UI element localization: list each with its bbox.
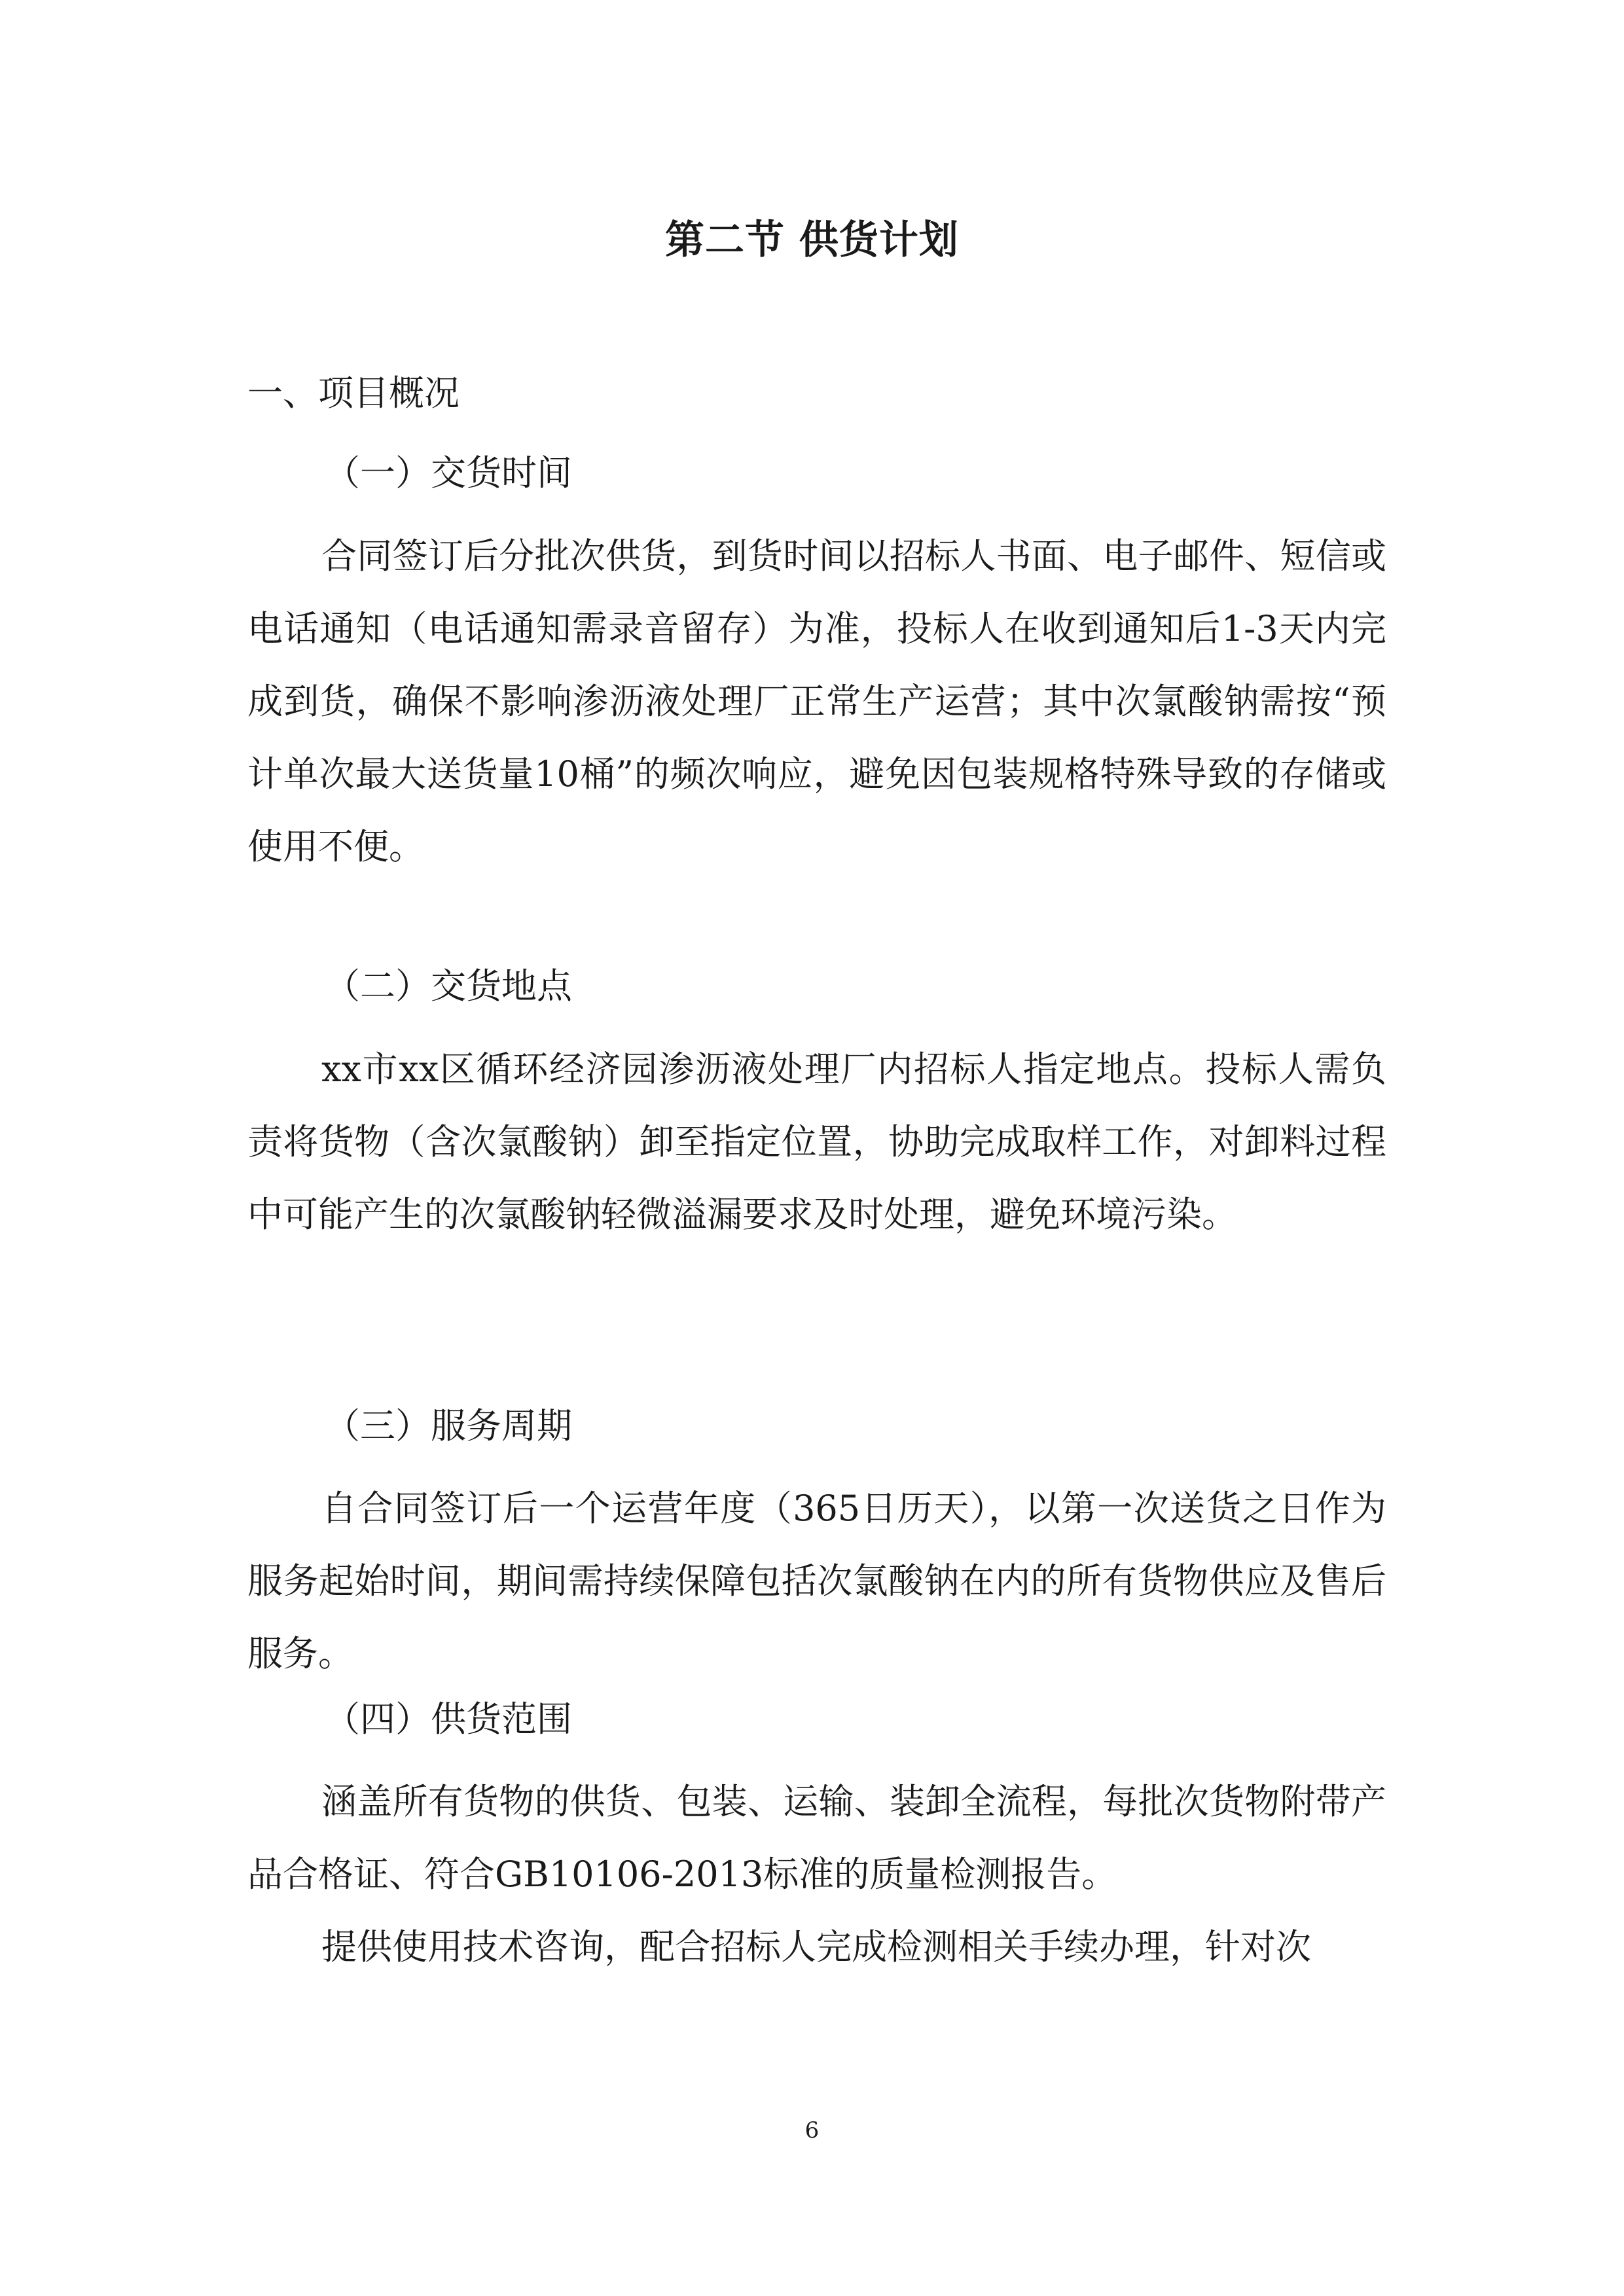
delivery-location-paragraph: xx市xx区循环经济园渗沥液处理厂内招标人指定地点。投标人需负责将货物（含次氯酸钠）卸至指定位置，协助完成取样工作，对卸料过程中可能产生的次氯酸钠轻微溢漏要求及时处理，避免环境污染。	[247, 1049, 1386, 1235]
service-period-section	[247, 1472, 1386, 1690]
section-heading-project-overview: 一、项目概况	[247, 372, 460, 414]
subheading-supply-scope: （四）供货范围	[325, 1698, 572, 1740]
page-title: 第二节 供货计划	[665, 217, 959, 263]
supply-scope-paragraph-2: 提供使用技术咨询，配合招标人完成检测相关手续办理，针对次	[321, 1926, 1311, 1967]
delivery-time-paragraph: 合同签订后分批次供货，到货时间以招标人书面、电子邮件、短信或电话通知（电话通知需录音留存）为准，投标人在收到通知后1-3天内完成到货，确保不影响渗沥液处理厂正常生产运营；其中次氯酸钠需按“预计单次最大送货量10桶”的频次响应，避免因包装规格特殊导致的存储或使用不便。	[247, 535, 1386, 867]
delivery-location-section	[247, 1033, 1386, 1251]
subheading-service-period: （三）服务周期	[325, 1405, 572, 1446]
subheading-delivery-location: （二）交货地点	[325, 965, 572, 1007]
page-number: 6	[804, 2117, 820, 2144]
delivery-time-section	[247, 520, 1386, 883]
service-period-paragraph: 自合同签订后一个运营年度（365日历天），以第一次送货之日作为服务起始时间，期间需持续保障包括次氯酸钠在内的所有货物供应及售后服务。	[247, 1488, 1386, 1674]
subheading-delivery-time: （一）交货时间	[325, 452, 572, 493]
supply-scope-paragraph-1: 涵盖所有货物的供货、包装、运输、装卸全流程，每批次货物附带产品合格证、符合GB10106-2013标准的质量检测报告。	[247, 1781, 1386, 1895]
supply-scope-section	[247, 1765, 1386, 1983]
